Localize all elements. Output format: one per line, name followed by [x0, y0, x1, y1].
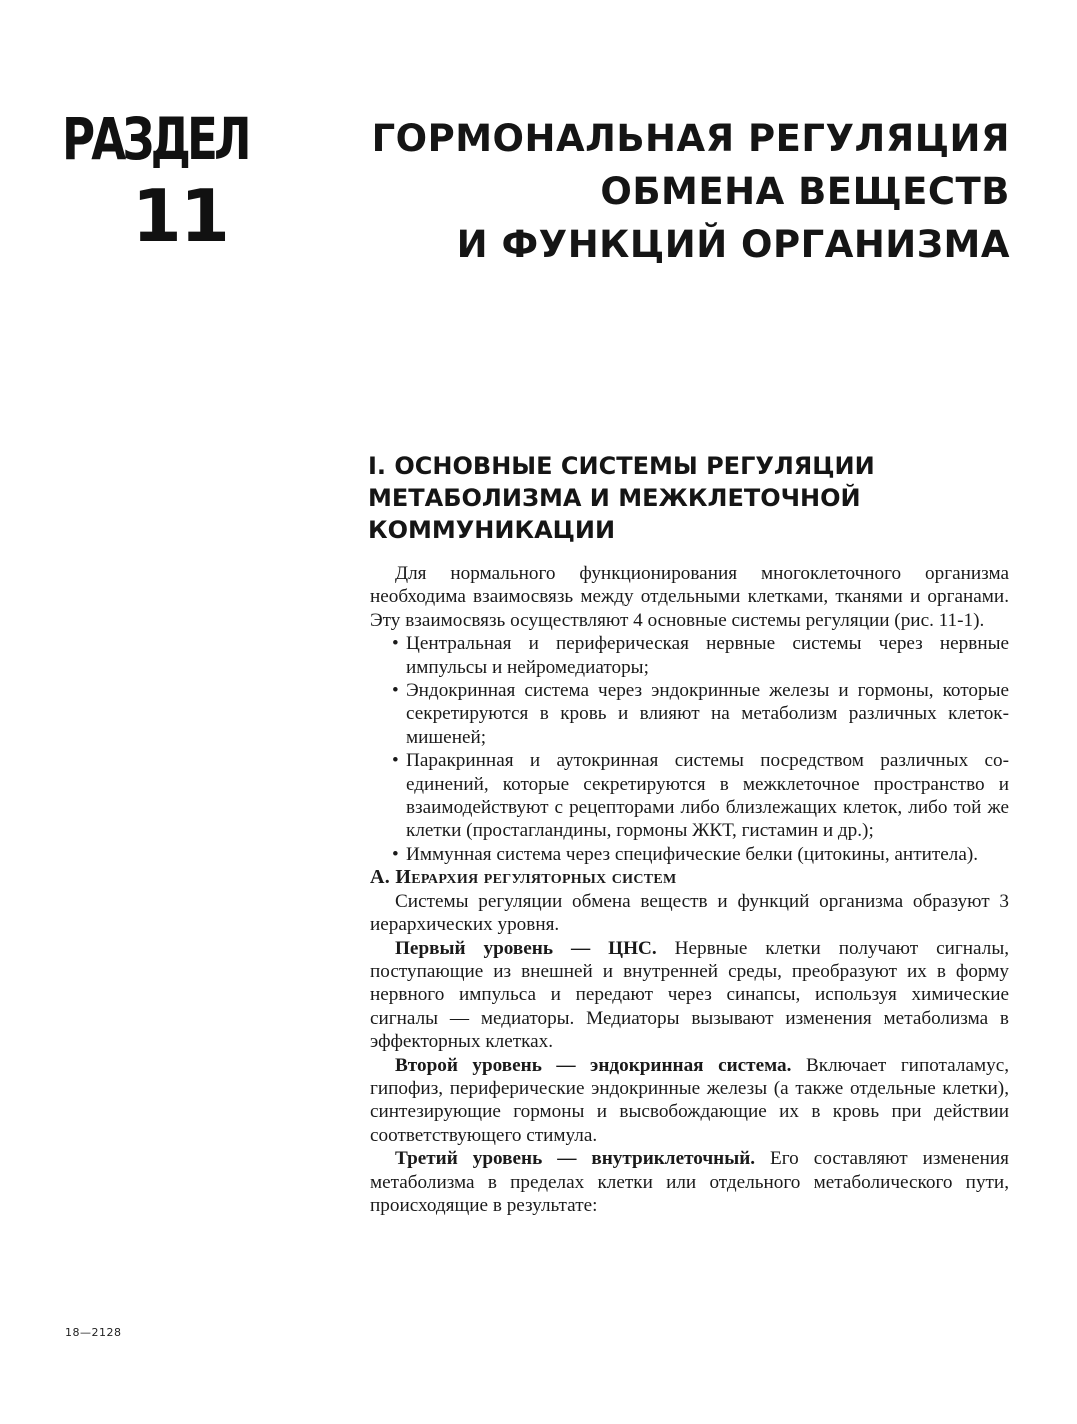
paragraph-lead: Второй уровень — эндокринная система. — [395, 1054, 792, 1076]
list-item — [370, 632, 1009, 679]
bullet-icon: • — [392, 633, 399, 655]
paragraph — [370, 890, 1009, 937]
section-badge-number: 11 — [131, 174, 228, 258]
list-item-text: Паракринная и аутокринная системы посредством различных соединений, которые секретируются в межклеточное пространство и взаимодействуют с рецепторами либо близлежащих клеток, либо той же клетки (простагландины, гормоны ЖКТ, гистамин и др.); — [406, 750, 1009, 842]
paragraph — [370, 1054, 1009, 1148]
chapter-title — [300, 112, 1010, 271]
bullet-icon: • — [392, 680, 399, 702]
paragraph-text: Включает гипоталамус, гипофиз, периферические эндокринные железы (а также отдельные клетки), синтезирующие гормоны и высвобождающие их в кровь при действии соответствующего стимула. — [370, 1054, 1010, 1146]
subsection-first-cap: И — [395, 866, 412, 889]
subsection-letter: А. — [370, 866, 391, 889]
list-item-text: Эндокринная система через эндокринные железы и гормоны, которые секретируются в кровь и влияют на метаболизм различных клеток-мишеней; — [406, 680, 1009, 748]
bullet-icon: • — [392, 750, 399, 772]
chapter-title-line: И ФУНКЦИЙ ОРГАНИЗМА — [456, 223, 1010, 266]
paragraph — [370, 1147, 1009, 1217]
bullet-icon: • — [392, 843, 399, 865]
subsection-heading — [370, 866, 1009, 889]
section-heading-line: I. ОСНОВНЫЕ СИСТЕМЫ РЕГУЛЯЦИИ — [368, 452, 875, 480]
chapter-title-line: ГОРМОНАЛЬНАЯ РЕГУЛЯЦИЯ — [371, 117, 1010, 160]
section-badge-word: РАЗДЕЛ — [62, 105, 248, 173]
regulation-systems-list — [370, 632, 1009, 866]
chapter-title-line: ОБМЕНА ВЕЩЕСТВ — [600, 170, 1010, 213]
list-item — [370, 679, 1009, 749]
subsection-title: ерархия регуляторных систем — [411, 866, 677, 889]
paragraph-text: Нервные клетки получают сигналы, поступающие из внешней и внутренней среды, преобразуют их в форму нервного импульса и передают через синапсы, используя химические сигналы — медиаторы. Медиаторы вызывают изменения метаболизма в эффекторных клетках. — [370, 937, 1010, 1053]
body-text — [370, 562, 1009, 1217]
paragraph-lead: Первый уровень — ЦНС. — [395, 937, 657, 959]
section-badge — [62, 105, 248, 258]
list-item — [370, 843, 1009, 866]
list-item — [370, 749, 1009, 843]
page-footer-code: 18—2128 — [65, 1326, 122, 1339]
paragraph — [370, 937, 1009, 1054]
paragraph-text: Его составляют изменения метаболизма в пределах клетки или отдельного метаболического пути, происходящие в результате: — [370, 1148, 1009, 1216]
section-heading-line: КОММУНИКАЦИИ — [368, 516, 616, 544]
section-heading — [368, 450, 1008, 546]
intro-paragraph: Для нормального функционирования многоклеточного организма необходима взаимосвязь между отдельными клетками, тканями и органами. Эту взаимосвязь осуществляют 4 основные системы регуляции (рис. 11-1). — [370, 563, 1009, 631]
section-heading-line: МЕТАБОЛИЗМА И МЕЖКЛЕТОЧНОЙ — [368, 484, 861, 512]
paragraph-lead: Третий уровень — внутриклеточный. — [395, 1148, 756, 1170]
paragraph-text: Системы регуляции обмена веществ и функций организма образуют 3 иерархических уровня. — [370, 890, 1009, 936]
list-item-text: Центральная и периферическая нервные системы через нервные импульсы и нейромедиаторы; — [406, 633, 1009, 678]
list-item-text: Иммунная система через специфические белки (цитокины, антитела). — [406, 843, 979, 865]
